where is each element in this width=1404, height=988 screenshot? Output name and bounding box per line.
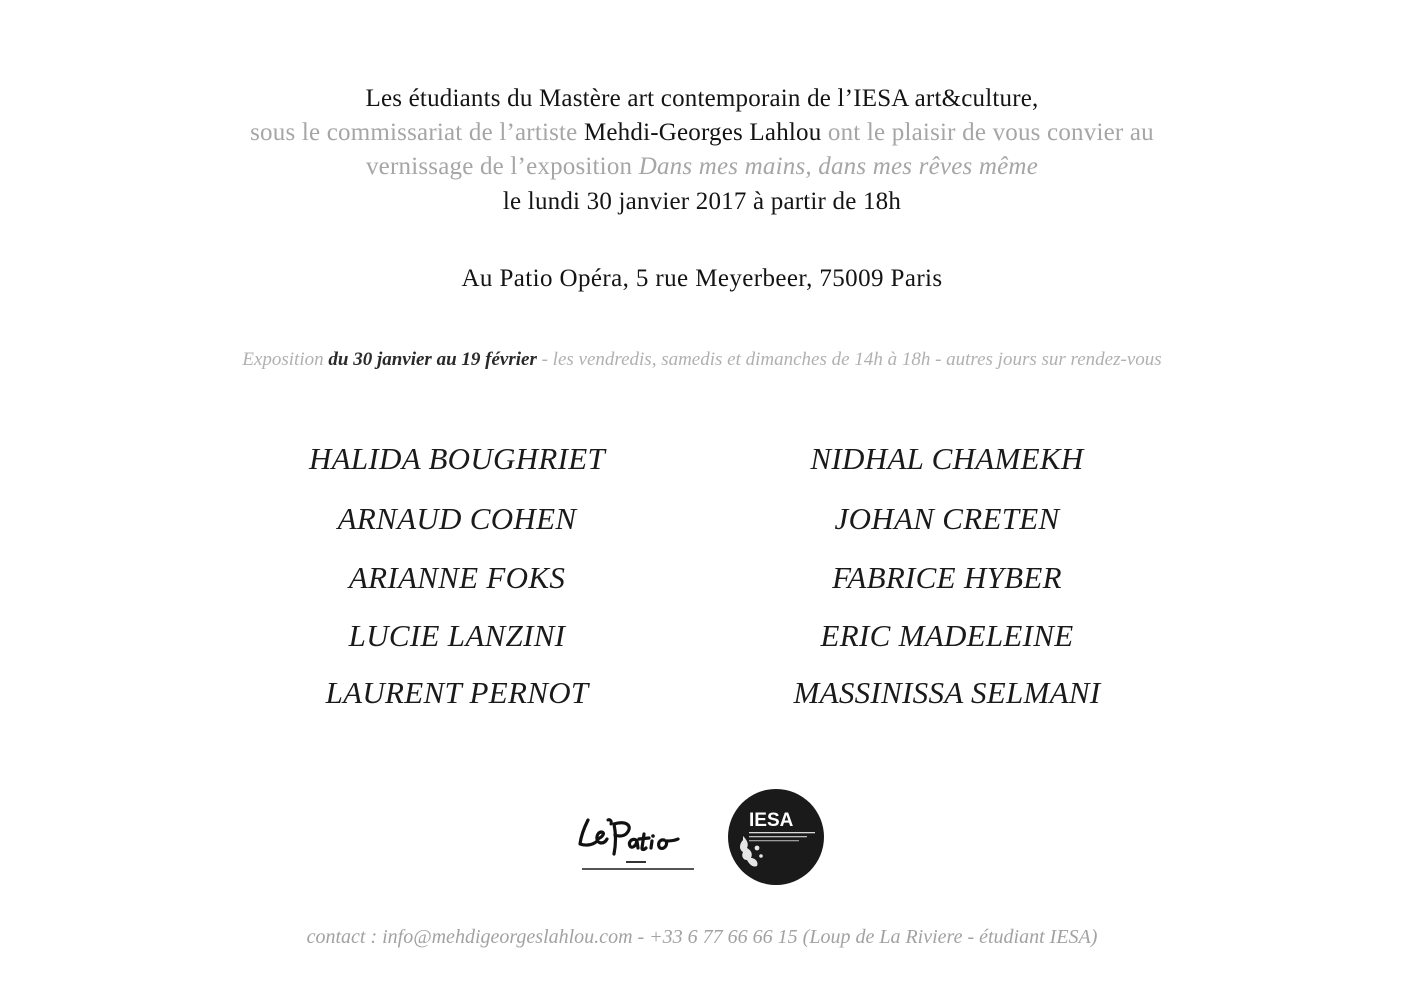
artist-name: MASSINISSA SELMANI (793, 675, 1101, 710)
intro-line-1: Les étudiants du Mastère art contemporain de l’IESA art&culture, (365, 85, 1039, 112)
opening-date: le lundi 30 janvier 2017 à partir de 18h (502, 188, 902, 215)
curator-name: Mehdi-Georges Lahlou (583, 119, 822, 146)
schedule-dates: du 30 janvier au 19 février (328, 349, 537, 370)
schedule-post: - les vendredis, samedis et dimanches de 14h à 18h - autres jours sur rendez-vous (536, 349, 1162, 370)
artist-name: FABRICE HYBER (832, 560, 1062, 595)
intro-line-2-post: ont le plaisir de vous convier au (821, 119, 1154, 146)
artist-name: JOHAN CRETEN (834, 501, 1060, 536)
schedule-pre: Exposition (242, 349, 329, 370)
artist-name: LAURENT PERNOT (325, 675, 589, 710)
intro-line-2 (0, 119, 1404, 147)
intro-line-3-pre: vernissage de l’exposition (365, 153, 639, 180)
svg-text:IESA: IESA (749, 810, 794, 831)
contact-line: contact : info@mehdigeorgeslahlou.com - +33 6 77 66 66 15 (Loup de La Riviere - étudiant IESA) (306, 926, 1098, 948)
intro-line-2-pre: sous le commissariat de l’artiste (250, 119, 584, 146)
artist-name: NIDHAL CHAMEKH (810, 441, 1084, 476)
le-patio-logo (574, 812, 700, 876)
venue-address: Au Patio Opéra, 5 rue Meyerbeer, 75009 Paris (461, 265, 943, 292)
artist-name: LUCIE LANZINI (348, 618, 566, 653)
exhibition-title: Dans mes mains, dans mes rêves même (638, 153, 1038, 180)
artist-name: ARIANNE FOKS (348, 560, 566, 595)
exhibition-schedule (0, 349, 1404, 371)
iesa-logo (727, 788, 825, 886)
intro-line-3 (0, 153, 1404, 181)
artist-name: HALIDA BOUGHRIET (308, 441, 606, 476)
artist-name: ARNAUD COHEN (337, 501, 577, 536)
artist-name: ERIC MADELEINE (820, 618, 1074, 653)
